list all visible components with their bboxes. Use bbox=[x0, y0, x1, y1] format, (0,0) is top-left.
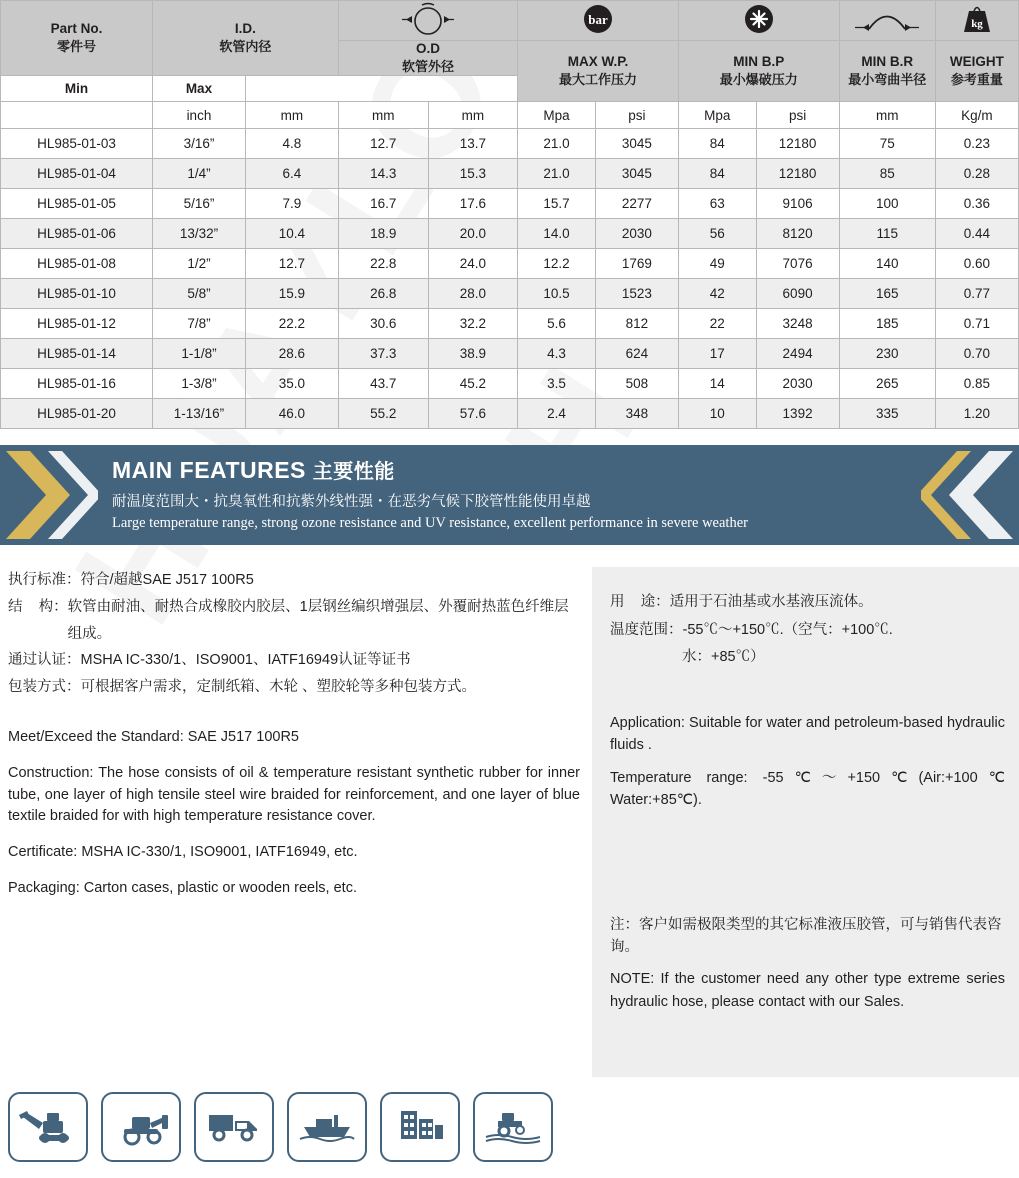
cell-value: 0.71 bbox=[935, 309, 1018, 339]
bar-pressure-icon bbox=[574, 2, 622, 39]
application-label-cn: 用 途： bbox=[610, 594, 670, 610]
cell-value: 0.44 bbox=[935, 219, 1018, 249]
cell-value: 10.5 bbox=[518, 279, 596, 309]
application-value-cn: 适用于石油基或水基液压流体。 bbox=[669, 594, 873, 610]
header-bp-en: MIN B.P bbox=[733, 54, 785, 69]
cell-value: 812 bbox=[595, 309, 678, 339]
cell-part-no: HL985-01-03 bbox=[1, 129, 153, 159]
header-br-cn: 最小弯曲半径 bbox=[848, 72, 927, 87]
cell-value: 7/8” bbox=[152, 309, 245, 339]
table-row bbox=[1, 309, 1019, 339]
cell-value: 6090 bbox=[756, 279, 839, 309]
unit-br-mm: mm bbox=[839, 102, 935, 129]
cell-value: 38.9 bbox=[428, 339, 518, 369]
cell-value: 21.0 bbox=[518, 159, 596, 189]
header-od-cn: 软管外径 bbox=[402, 59, 455, 74]
excavator-icon bbox=[17, 1103, 79, 1152]
header-od-max: Max bbox=[152, 76, 245, 102]
cell-value: 14.3 bbox=[338, 159, 428, 189]
kg-weight-icon bbox=[957, 2, 997, 39]
cell-value: 10.4 bbox=[245, 219, 338, 249]
cell-value: 0.70 bbox=[935, 339, 1018, 369]
cell-value: 1-13/16” bbox=[152, 399, 245, 429]
cell-value: 115 bbox=[839, 219, 935, 249]
header-od-en: O.D bbox=[416, 41, 441, 56]
table-row bbox=[1, 279, 1019, 309]
unit-id-inch: inch bbox=[152, 102, 245, 129]
cell-value: 22 bbox=[678, 309, 756, 339]
cell-value: 1523 bbox=[595, 279, 678, 309]
cell-value: 1/2” bbox=[152, 249, 245, 279]
spec-label-packaging: 包装方式： bbox=[8, 679, 81, 696]
application-en: Application: Suitable for water and petroleum-based hydraulic fluids . bbox=[610, 714, 1005, 754]
cell-value: 13/32” bbox=[152, 219, 245, 249]
header-bp-cn: 最小爆破压力 bbox=[719, 72, 798, 87]
cell-part-no: HL985-01-20 bbox=[1, 399, 153, 429]
chinese-spec-block bbox=[8, 567, 580, 701]
industry-item-loader bbox=[101, 1092, 181, 1162]
cell-value: 7076 bbox=[756, 249, 839, 279]
en-standard: Meet/Exceed the Standard: SAE J517 100R5 bbox=[8, 729, 299, 746]
cell-value: 0.85 bbox=[935, 369, 1018, 399]
header-id-en: I.D. bbox=[234, 21, 256, 36]
note-cn: 注：客户如需极限类型的其它标准液压胶管，可与销售代表咨询。 bbox=[610, 916, 1002, 955]
cell-value: 12.7 bbox=[338, 129, 428, 159]
cell-value: 10 bbox=[678, 399, 756, 429]
cell-value: 1-1/8” bbox=[152, 339, 245, 369]
cell-value: 5.6 bbox=[518, 309, 596, 339]
cell-value: 18.9 bbox=[338, 219, 428, 249]
industry-item-agriculture bbox=[473, 1092, 553, 1162]
cell-part-no: HL985-01-05 bbox=[1, 189, 153, 219]
spec-label-standard: 执行标准： bbox=[8, 572, 81, 588]
cell-value: 15.3 bbox=[428, 159, 518, 189]
header-weight-cn: 参考重量 bbox=[950, 72, 1003, 87]
cell-value: 55.2 bbox=[338, 399, 428, 429]
agriculture-icon bbox=[482, 1103, 544, 1152]
cell-value: 20.0 bbox=[428, 219, 518, 249]
en-certificate: Certificate: MSHA IC-330/1, ISO9001, IATF16949, etc. bbox=[8, 844, 358, 861]
truck-icon bbox=[203, 1103, 265, 1152]
br-icon-cell bbox=[839, 1, 935, 41]
cell-value: 185 bbox=[839, 309, 935, 339]
right-spacer-2 bbox=[610, 822, 1005, 914]
unit-weight: Kg/m bbox=[935, 102, 1018, 129]
chevron-right-decoration bbox=[919, 445, 1019, 545]
cell-value: 3/16” bbox=[152, 129, 245, 159]
cell-value: 165 bbox=[839, 279, 935, 309]
table-row bbox=[1, 339, 1019, 369]
cell-value: 21.0 bbox=[518, 129, 596, 159]
header-id-cn: 软管内径 bbox=[219, 39, 272, 54]
cell-value: 265 bbox=[839, 369, 935, 399]
en-packaging: Packaging: Carton cases, plastic or wooden reels, etc. bbox=[8, 879, 357, 896]
cell-value: 17.6 bbox=[428, 189, 518, 219]
header-wp bbox=[518, 41, 679, 102]
cell-value: 1392 bbox=[756, 399, 839, 429]
cell-value: 6.4 bbox=[245, 159, 338, 189]
burst-icon bbox=[738, 2, 780, 39]
cell-value: 14 bbox=[678, 369, 756, 399]
table-row bbox=[1, 129, 1019, 159]
cell-value: 15.7 bbox=[518, 189, 596, 219]
loader-icon bbox=[110, 1103, 172, 1152]
cell-value: 8120 bbox=[756, 219, 839, 249]
application-row bbox=[610, 589, 1005, 617]
cell-value: 75 bbox=[839, 129, 935, 159]
cell-value: 3045 bbox=[595, 159, 678, 189]
unit-bp-psi: psi bbox=[756, 102, 839, 129]
cell-part-no: HL985-01-06 bbox=[1, 219, 153, 249]
header-od bbox=[338, 41, 517, 76]
cell-value: 30.6 bbox=[338, 309, 428, 339]
cell-value: 63 bbox=[678, 189, 756, 219]
right-panel bbox=[592, 567, 1019, 1077]
cell-value: 348 bbox=[595, 399, 678, 429]
table-row bbox=[1, 399, 1019, 429]
cell-value: 46.0 bbox=[245, 399, 338, 429]
weight-icon-cell bbox=[935, 1, 1018, 41]
specification-table bbox=[0, 0, 1019, 429]
wp-icon-cell bbox=[518, 1, 679, 41]
industry-item-building bbox=[380, 1092, 460, 1162]
features-title-cn: 主要性能 bbox=[312, 461, 395, 483]
cell-value: 24.0 bbox=[428, 249, 518, 279]
table-row bbox=[1, 189, 1019, 219]
cell-value: 22.8 bbox=[338, 249, 428, 279]
cell-value: 2277 bbox=[595, 189, 678, 219]
cell-value: 335 bbox=[839, 399, 935, 429]
cell-value: 7.9 bbox=[245, 189, 338, 219]
industry-item-excavator bbox=[8, 1092, 88, 1162]
cell-value: 57.6 bbox=[428, 399, 518, 429]
table-row bbox=[1, 249, 1019, 279]
cell-value: 624 bbox=[595, 339, 678, 369]
cell-value: 508 bbox=[595, 369, 678, 399]
cell-part-no: HL985-01-12 bbox=[1, 309, 153, 339]
header-wp-cn: 最大工作压力 bbox=[559, 72, 638, 87]
unit-wp-psi: psi bbox=[595, 102, 678, 129]
industry-icon-row bbox=[8, 1092, 553, 1162]
cell-value: 1.20 bbox=[935, 399, 1018, 429]
cell-value: 2030 bbox=[595, 219, 678, 249]
temperature-value-cn-line2-wrap bbox=[610, 644, 1005, 672]
features-title-en: MAIN FEATURES bbox=[112, 457, 306, 483]
cell-value: 0.60 bbox=[935, 249, 1018, 279]
bp-icon-cell bbox=[678, 1, 839, 41]
temperature-value-cn-line2: 水：+85℃） bbox=[682, 649, 765, 666]
outer-diameter-icon bbox=[382, 2, 474, 39]
bend-radius-icon bbox=[845, 2, 929, 39]
cell-value: 2494 bbox=[756, 339, 839, 369]
cell-value: 42 bbox=[678, 279, 756, 309]
spec-value-packaging: 可根据客户需求，定制纸箱、木轮 、塑胶轮等多种包装方式。 bbox=[80, 679, 477, 696]
spec-label-construction: 结 构： bbox=[8, 598, 68, 615]
temperature-value-cn: -55℃～+150℃.（空气：+100℃. bbox=[682, 621, 893, 638]
cell-value: 84 bbox=[678, 129, 756, 159]
spec-row-packaging bbox=[8, 674, 580, 701]
cell-part-no: HL985-01-04 bbox=[1, 159, 153, 189]
temperature-en: Temperature range: -55℃～+150℃(Air:+100℃ Water:+85℃). bbox=[610, 769, 1005, 809]
cell-value: 45.2 bbox=[428, 369, 518, 399]
cell-value: 4.8 bbox=[245, 129, 338, 159]
spec-row-certificate bbox=[8, 647, 580, 674]
unit-od-min: mm bbox=[338, 102, 428, 129]
cell-value: 0.28 bbox=[935, 159, 1018, 189]
cell-value: 49 bbox=[678, 249, 756, 279]
cell-value: 5/8” bbox=[152, 279, 245, 309]
cell-value: 12.7 bbox=[245, 249, 338, 279]
cell-value: 32.2 bbox=[428, 309, 518, 339]
units-row bbox=[1, 102, 1019, 129]
header-part-no-en: Part No. bbox=[50, 21, 103, 36]
header-od-min: Min bbox=[1, 76, 153, 102]
cell-value: 17 bbox=[678, 339, 756, 369]
english-spec-block bbox=[8, 727, 580, 900]
cell-value: 14.0 bbox=[518, 219, 596, 249]
left-column bbox=[0, 567, 592, 1077]
header-weight-en: WEIGHT bbox=[949, 54, 1004, 69]
right-spacer-1 bbox=[610, 672, 1005, 712]
cell-value: 0.77 bbox=[935, 279, 1018, 309]
od-icon-cell bbox=[338, 1, 517, 41]
cell-value: 5/16” bbox=[152, 189, 245, 219]
svg-text:bar: bar bbox=[588, 12, 608, 27]
cell-value: 1/4” bbox=[152, 159, 245, 189]
ship-icon bbox=[296, 1103, 358, 1152]
cell-value: 2.4 bbox=[518, 399, 596, 429]
table-body bbox=[1, 129, 1019, 429]
table-row bbox=[1, 159, 1019, 189]
header-part-no-cn: 零件号 bbox=[56, 39, 96, 54]
cell-value: 56 bbox=[678, 219, 756, 249]
cell-value: 0.23 bbox=[935, 129, 1018, 159]
cell-value: 12.2 bbox=[518, 249, 596, 279]
features-text bbox=[112, 455, 907, 532]
features-line-en: Large temperature range, strong ozone resistance and UV resistance, excellent performance in severe weather bbox=[112, 515, 748, 531]
header-br bbox=[839, 41, 935, 102]
industry-item-truck bbox=[194, 1092, 274, 1162]
cell-value: 4.3 bbox=[518, 339, 596, 369]
spec-row-construction bbox=[8, 594, 580, 648]
unit-part-no bbox=[1, 102, 153, 129]
features-title bbox=[112, 455, 907, 484]
spec-value-construction: 软管由耐油、耐热合成橡胶内胶层、1层钢丝编织增强层、外覆耐热蓝色纤维层组成。 bbox=[67, 598, 569, 642]
cell-value: 3.5 bbox=[518, 369, 596, 399]
cell-part-no: HL985-01-14 bbox=[1, 339, 153, 369]
unit-bp-mpa: Mpa bbox=[678, 102, 756, 129]
header-wp-en: MAX W.P. bbox=[567, 54, 629, 69]
cell-value: 85 bbox=[839, 159, 935, 189]
unit-od-max: mm bbox=[428, 102, 518, 129]
header-part-no bbox=[1, 1, 153, 76]
cell-value: 9106 bbox=[756, 189, 839, 219]
cell-part-no: HL985-01-08 bbox=[1, 249, 153, 279]
cell-value: 230 bbox=[839, 339, 935, 369]
cell-value: 37.3 bbox=[338, 339, 428, 369]
table-row bbox=[1, 369, 1019, 399]
cell-value: 2030 bbox=[756, 369, 839, 399]
cell-value: 35.0 bbox=[245, 369, 338, 399]
cell-value: 12180 bbox=[756, 159, 839, 189]
cell-value: 12180 bbox=[756, 129, 839, 159]
note-en: NOTE: If the customer need any other type extreme series hydraulic hose, please contact with our Sales. bbox=[610, 971, 1005, 1010]
spec-value-standard: 符合/超越SAE J517 100R5 bbox=[80, 572, 254, 588]
spec-label-certificate: 通过认证： bbox=[8, 652, 81, 669]
header-bp bbox=[678, 41, 839, 102]
lower-content bbox=[0, 545, 1019, 1077]
cell-value: 26.8 bbox=[338, 279, 428, 309]
spec-value-certificate: MSHA IC-330/1、ISO9001、IATF16949认证等证书 bbox=[80, 652, 411, 669]
svg-text:kg: kg bbox=[971, 18, 983, 30]
table-row bbox=[1, 219, 1019, 249]
unit-id-mm: mm bbox=[245, 102, 338, 129]
en-construction: Construction: The hose consists of oil & temperature resistant synthetic rubber for inner tube, one layer of high tensile steel wire braided for reinforcement, and one layer of blue textile braided for with high temperature resistance cover. bbox=[8, 764, 580, 825]
header-weight bbox=[935, 41, 1018, 102]
spec-row-standard bbox=[8, 567, 580, 594]
cell-value: 100 bbox=[839, 189, 935, 219]
cell-part-no: HL985-01-16 bbox=[1, 369, 153, 399]
cell-part-no: HL985-01-10 bbox=[1, 279, 153, 309]
cell-value: 3045 bbox=[595, 129, 678, 159]
right-cn-application bbox=[610, 589, 1005, 672]
cell-value: 43.7 bbox=[338, 369, 428, 399]
main-features-band bbox=[0, 445, 1019, 545]
features-line-cn: 耐温度范围大・抗臭氧性和抗紫外线性强・在恶劣气候下胶管性能使用卓越 bbox=[112, 494, 591, 510]
cell-value: 1-3/8” bbox=[152, 369, 245, 399]
cell-value: 1769 bbox=[595, 249, 678, 279]
cell-value: 3248 bbox=[756, 309, 839, 339]
cell-value: 140 bbox=[839, 249, 935, 279]
unit-wp-mpa: Mpa bbox=[518, 102, 596, 129]
temperature-label-cn: 温度范围： bbox=[610, 621, 683, 638]
cell-value: 15.9 bbox=[245, 279, 338, 309]
header-id bbox=[152, 1, 338, 76]
header-br-en: MIN B.R bbox=[861, 54, 914, 69]
temperature-row bbox=[610, 617, 1005, 645]
industry-item-ship bbox=[287, 1092, 367, 1162]
cell-value: 16.7 bbox=[338, 189, 428, 219]
cell-value: 22.2 bbox=[245, 309, 338, 339]
building-icon bbox=[389, 1103, 451, 1152]
cell-value: 0.36 bbox=[935, 189, 1018, 219]
cell-value: 13.7 bbox=[428, 129, 518, 159]
cell-value: 28.0 bbox=[428, 279, 518, 309]
cell-value: 84 bbox=[678, 159, 756, 189]
chevron-left-decoration bbox=[0, 445, 100, 545]
cell-value: 28.6 bbox=[245, 339, 338, 369]
